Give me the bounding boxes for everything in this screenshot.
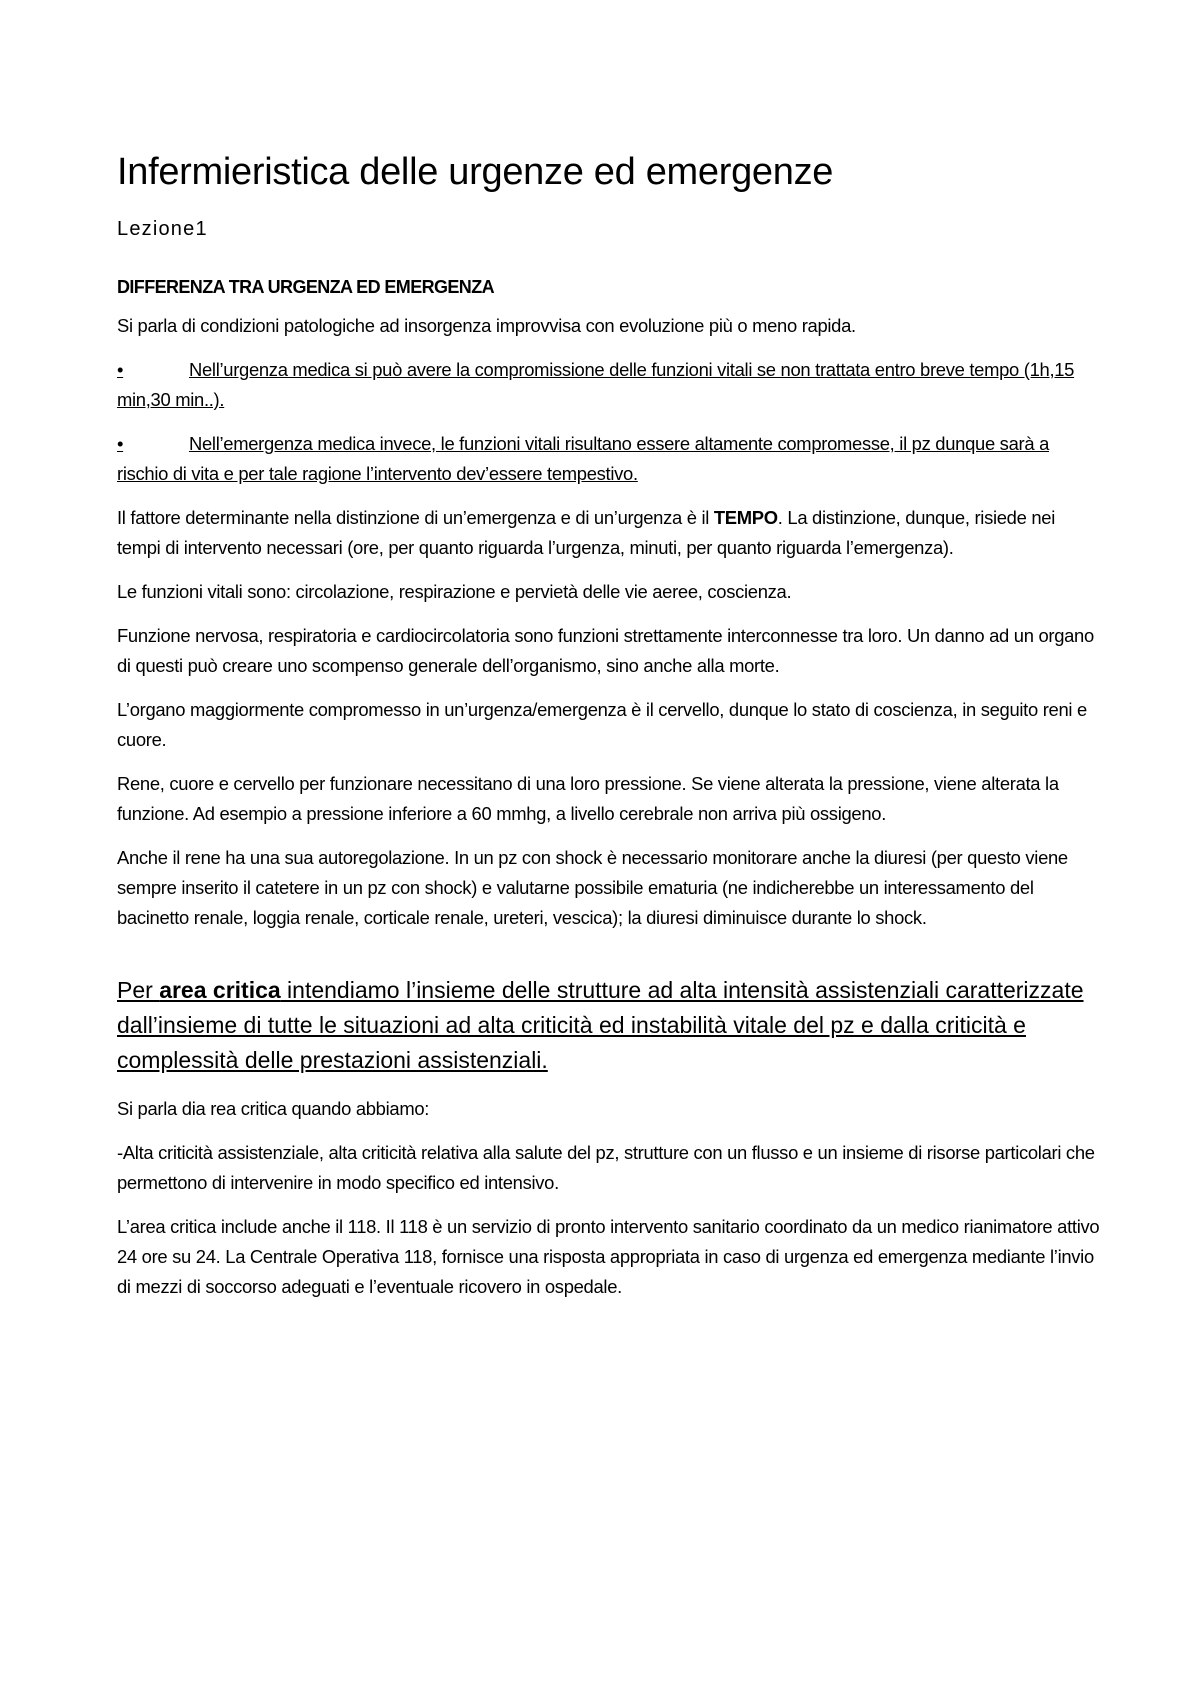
body-paragraph: Le funzioni vitali sono: circolazione, respirazione e pervietà delle vie aeree, coscienza.	[117, 581, 792, 602]
time-keyword: TEMPO	[713, 507, 778, 528]
time-paragraph	[117, 503, 1102, 563]
bullet-icon: •	[117, 433, 124, 454]
body-paragraph: Si parla dia rea critica quando abbiamo:	[117, 1098, 430, 1119]
time-text-before: Il fattore determinante nella distinzione di un’emergenza e di un’urgenza è il	[117, 507, 714, 528]
critical-area-keyword: area critica	[159, 977, 281, 1003]
body-paragraph: Rene, cuore e cervello per funzionare necessitano di una loro pressione. Se viene alterata la pressione, viene alterata la funzione. Ad esempio a pressione inferiore a 60 mmhg, a livello cerebrale non arriva più ossigeno.	[117, 773, 1059, 824]
critical-area-before: Per	[117, 977, 160, 1003]
bullet-text: Nell’emergenza medica invece, le funzioni vitali risultano essere altamente compromesse, il pz dunque sarà a rischio di vita e per tale ragione l’intervento dev’essere tempestivo.	[117, 433, 1049, 484]
bullet-text: Nell’urgenza medica si può avere la compromissione delle funzioni vitali se non trattata entro breve tempo (1h,15 min,30 min..).	[117, 359, 1075, 410]
critical-area-after: intendiamo l’insieme delle strutture ad alta intensità assistenziali caratterizzate dall’insieme di tutte le situazioni ad alta criticità ed instabilità vitale del pz e dalla criticità e complessità delle prestazioni assistenziali.	[117, 977, 1084, 1073]
critical-area-definition	[117, 973, 1102, 1078]
bullet-icon: •	[117, 359, 124, 380]
body-paragraph: Funzione nervosa, respiratoria e cardiocircolatoria sono funzioni strettamente interconnesse tra loro. Un danno ad un organo di questi può creare uno scompenso generale dell’organismo, sino anche alla morte.	[117, 625, 1094, 676]
body-paragraph: Anche il rene ha una sua autoregolazione. In un pz con shock è necessario monitorare anche la diuresi (per questo viene sempre inserito il catetere in un pz con shock) e valutarne possibile ematuria (ne indicherebbe un interessamento del bacinetto renale, loggia renale, corticale renale, ureteri, vescica); la diuresi diminuisce durante lo shock.	[117, 847, 1068, 928]
time-text-after: . La distinzione, dunque, risiede nei tempi di intervento necessari (ore, per quanto riguarda l’urgenza, minuti, per quanto riguarda l’emergenza).	[117, 507, 1055, 558]
document-title: Infermieristica delle urgenze ed emergenze	[117, 151, 834, 193]
lesson-label: Lezione1	[117, 218, 208, 240]
document-page	[117, 148, 1102, 1316]
bullet-emergency	[117, 429, 1102, 489]
body-paragraph: -Alta criticità assistenziale, alta criticità relativa alla salute del pz, strutture con un flusso e un insieme di risorse particolari che permettono di intervenire in modo specifico ed intensivo.	[117, 1142, 1095, 1193]
section-heading: DIFFERENZA TRA URGENZA ED EMERGENZA	[117, 277, 494, 297]
bullet-urgency	[117, 355, 1102, 415]
body-paragraph: L’organo maggiormente compromesso in un’urgenza/emergenza è il cervello, dunque lo stato di coscienza, in seguito reni e cuore.	[117, 699, 1087, 750]
intro-paragraph: Si parla di condizioni patologiche ad insorgenza improvvisa con evoluzione più o meno rapida.	[117, 315, 856, 336]
body-paragraph: L’area critica include anche il 118. Il 118 è un servizio di pronto intervento sanitario coordinato da un medico rianimatore attivo 24 ore su 24. La Centrale Operativa 118, fornisce una risposta appropriata in caso di urgenza ed emergenza mediante l’invio di mezzi di soccorso adeguati e l’eventuale ricovero in ospedale.	[117, 1216, 1100, 1297]
